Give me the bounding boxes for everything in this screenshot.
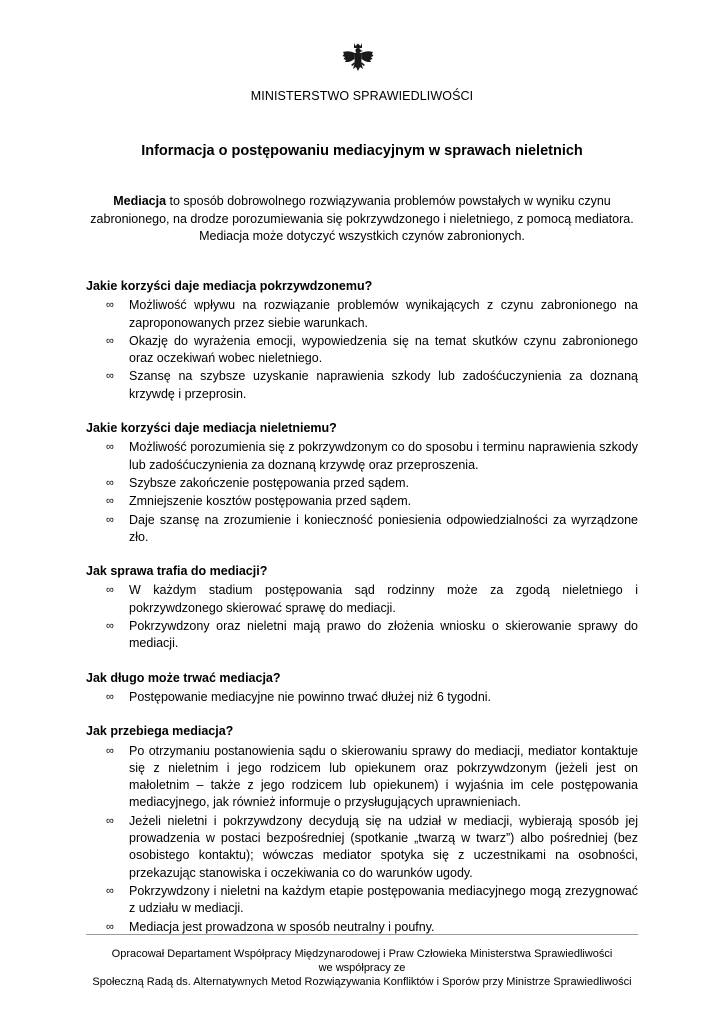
bullet-list — [86, 743, 638, 936]
footer-line-2: we współpracy ze — [318, 962, 406, 974]
bullet-icon: ∞ — [106, 299, 114, 312]
bullet-icon: ∞ — [106, 920, 114, 933]
list-item — [86, 618, 638, 653]
section — [86, 723, 638, 936]
list-item-text: Szybsze zakończenie postępowania przed sądem. — [129, 475, 410, 490]
bullet-icon: ∞ — [106, 690, 114, 703]
bullet-icon: ∞ — [106, 513, 114, 526]
bullet-icon: ∞ — [106, 620, 114, 633]
section — [86, 563, 638, 652]
footer-divider — [86, 934, 638, 935]
bullet-list — [86, 689, 638, 706]
footer — [0, 947, 724, 989]
intro-paragraph — [86, 193, 638, 246]
footer-line-3: Społeczną Radą ds. Alternatywnych Metod Rozwiązywania Konfliktów i Sporów przy Ministrze Sprawiedliwości — [92, 976, 632, 988]
intro-bold-term: Mediacja — [113, 194, 167, 208]
list-item-text: Daje szansę na zrozumienie i konieczność poniesienia odpowiedzialności za wyrządzone zło. — [129, 512, 638, 544]
list-item — [86, 582, 638, 617]
bullet-icon: ∞ — [106, 370, 114, 383]
list-item-text: Pokrzywdzony oraz nieletni mają prawo do złożenia wniosku o skierowanie sprawy do mediacji. — [129, 619, 638, 651]
ministry-name: MINISTERSTWO SPRAWIEDLIWOŚCI — [250, 89, 474, 103]
section-heading: Jak długo może trwać mediacja? — [86, 670, 281, 685]
section-heading: Jakie korzyści daje mediacja pokrzywdzonemu? — [86, 279, 373, 293]
bullet-icon: ∞ — [106, 584, 114, 597]
list-item-text: Pokrzywdzony i nieletni na każdym etapie postępowania mediacyjnego mogą zrezygnować z udziału w mediacji. — [129, 883, 638, 916]
list-item — [86, 493, 638, 510]
list-item-text: Możliwość wpływu na rozwiązanie problemów wynikających z czynu zabronionego na zaproponowanych przez siebie warunkach. — [129, 298, 638, 330]
bullet-list — [86, 297, 638, 403]
list-item — [86, 689, 638, 706]
eagle-emblem-icon — [340, 40, 376, 76]
list-item-text: Szansę na szybsze uzyskanie naprawienia szkody lub zadośćuczynienia za doznaną krzywdę i przeprosin. — [129, 369, 638, 401]
list-item-text: Po otrzymaniu postanowienia sądu o skierowaniu sprawy do mediacji, mediator kontaktuje się z nieletnim i jego rodzicem lub opiekunem oraz pokrzywdzonym (jeżeli jest on małoletnim – także z jego rodzicem lub opiekunem) i wyjaśnia im cele postępowania mediacyjnego, jak również informuje o przysługujących uprawnieniach. — [129, 743, 638, 810]
section-heading: Jakie korzyści daje mediacja nieletniemu? — [86, 421, 337, 436]
section-heading: Jak przebiega mediacja? — [86, 724, 234, 739]
list-item-text: Możliwość porozumienia się z pokrzywdzonym co do sposobu i terminu naprawienia szkody lub zadośćuczynienia za doznaną krzywdę oraz przeproszenia. — [129, 440, 638, 472]
bullet-list — [86, 582, 638, 652]
bullet-list — [86, 439, 638, 546]
footer-line-1: Opracował Departament Współpracy Międzynarodowej i Praw Człowieka Ministerstwa Sprawiedliwości — [111, 948, 613, 960]
bullet-icon: ∞ — [106, 334, 114, 347]
list-item-text: Mediacja jest prowadzona w sposób neutralny i poufny. — [129, 919, 435, 934]
list-item — [86, 439, 638, 474]
bullet-icon: ∞ — [106, 495, 114, 508]
list-item — [86, 512, 638, 547]
bullet-icon: ∞ — [106, 884, 114, 897]
intro-text: to sposób dobrowolnego rozwiązywania problemów powstałych w wyniku czynu zabronionego, na drodze porozumiewania się pokrzywdzonego i nieletniego, z pomocą mediatora. Mediacja może dotyczyć wszystkich czynów zabronionych. — [90, 194, 634, 243]
list-item-text: Jeżeli nieletni i pokrzywdzony decydują się na udział w mediacji, wybierają sposób jej prowadzenia w postaci bezpośredniej (spotkanie „twarzą w twarz”) albo pośredniej (bez osobistego kontaktu); wówczas mediator spotyka się z uczestnikami na osobności, przekazując stanowiska i oczekiwania co do warunków ugody. — [129, 813, 638, 880]
list-item — [86, 883, 638, 918]
document-title: Informacja o postępowaniu mediacyjnym w sprawach nieletnich — [141, 143, 583, 159]
sections-container — [86, 278, 638, 953]
section — [86, 278, 638, 403]
section — [86, 420, 638, 546]
list-item — [86, 813, 638, 882]
list-item-text: Okazję do wyrażenia emocji, wypowiedzenia się na temat skutków czynu zabronionego oraz oczekiwań wobec nieletniego. — [129, 333, 638, 366]
section-heading: Jak sprawa trafia do mediacji? — [86, 564, 268, 579]
bullet-icon: ∞ — [106, 814, 114, 827]
list-item — [86, 743, 638, 812]
list-item-text: Zmniejszenie kosztów postępowania przed sądem. — [129, 494, 412, 509]
list-item — [86, 333, 638, 368]
section — [86, 670, 638, 707]
bullet-icon: ∞ — [106, 476, 114, 489]
list-item-text: Postępowanie mediacyjne nie powinno trwać dłużej niż 6 tygodni. — [129, 689, 492, 704]
list-item — [86, 297, 638, 332]
list-item — [86, 368, 638, 403]
bullet-icon: ∞ — [106, 441, 114, 454]
list-item — [86, 475, 638, 492]
list-item-text: W każdym stadium postępowania sąd rodzinny może za zgodą nieletniego i pokrzywdzonego skierować sprawę do mediacji. — [129, 583, 638, 615]
bullet-icon: ∞ — [106, 744, 114, 757]
